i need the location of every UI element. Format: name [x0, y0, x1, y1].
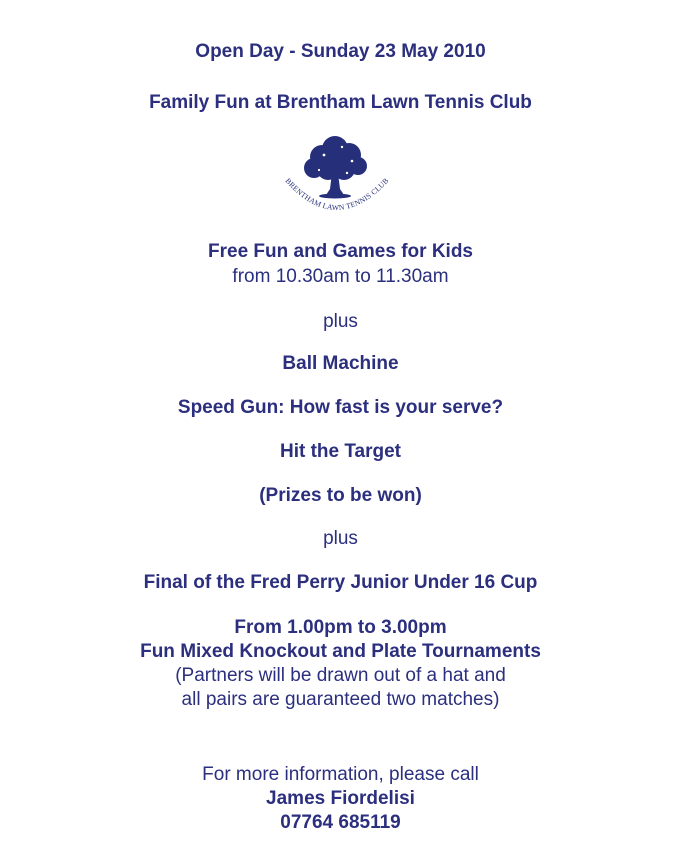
plus-separator-1: plus: [323, 311, 358, 332]
kids-games-time: from 10.30am to 11.30am: [232, 266, 449, 287]
date-heading: Open Day - Sunday 23 May 2010: [195, 41, 486, 62]
tournament-note-line-2: all pairs are guaranteed two matches): [181, 689, 500, 710]
fred-perry-final: Final of the Fred Perry Junior Under 16 Cup: [143, 572, 538, 593]
oak-tree-icon: [304, 136, 367, 199]
contact-phone: 07764 685119: [280, 812, 401, 833]
tournament-time: From 1.00pm to 3.00pm: [234, 617, 447, 638]
ball-machine-item: Ball Machine: [282, 353, 399, 374]
prizes-note: (Prizes to be won): [259, 485, 422, 506]
kids-games-title: Free Fun and Games for Kids: [208, 241, 473, 262]
contact-name: James Fiordelisi: [266, 788, 415, 809]
club-logo-text: BRENTHAM LAWN TENNIS CLUB: [283, 176, 391, 213]
club-subtitle: Family Fun at Brentham Lawn Tennis Club: [149, 92, 532, 113]
tournament-title: Fun Mixed Knockout and Plate Tournaments: [140, 641, 541, 662]
hit-target-item: Hit the Target: [279, 441, 402, 462]
contact-intro: For more information, please call: [202, 764, 479, 785]
speed-gun-item: Speed Gun: How fast is your serve?: [177, 397, 504, 418]
tournament-note-line-1: (Partners will be drawn out of a hat and: [175, 665, 506, 686]
plus-separator-2: plus: [323, 528, 358, 549]
club-logo: [272, 133, 402, 223]
